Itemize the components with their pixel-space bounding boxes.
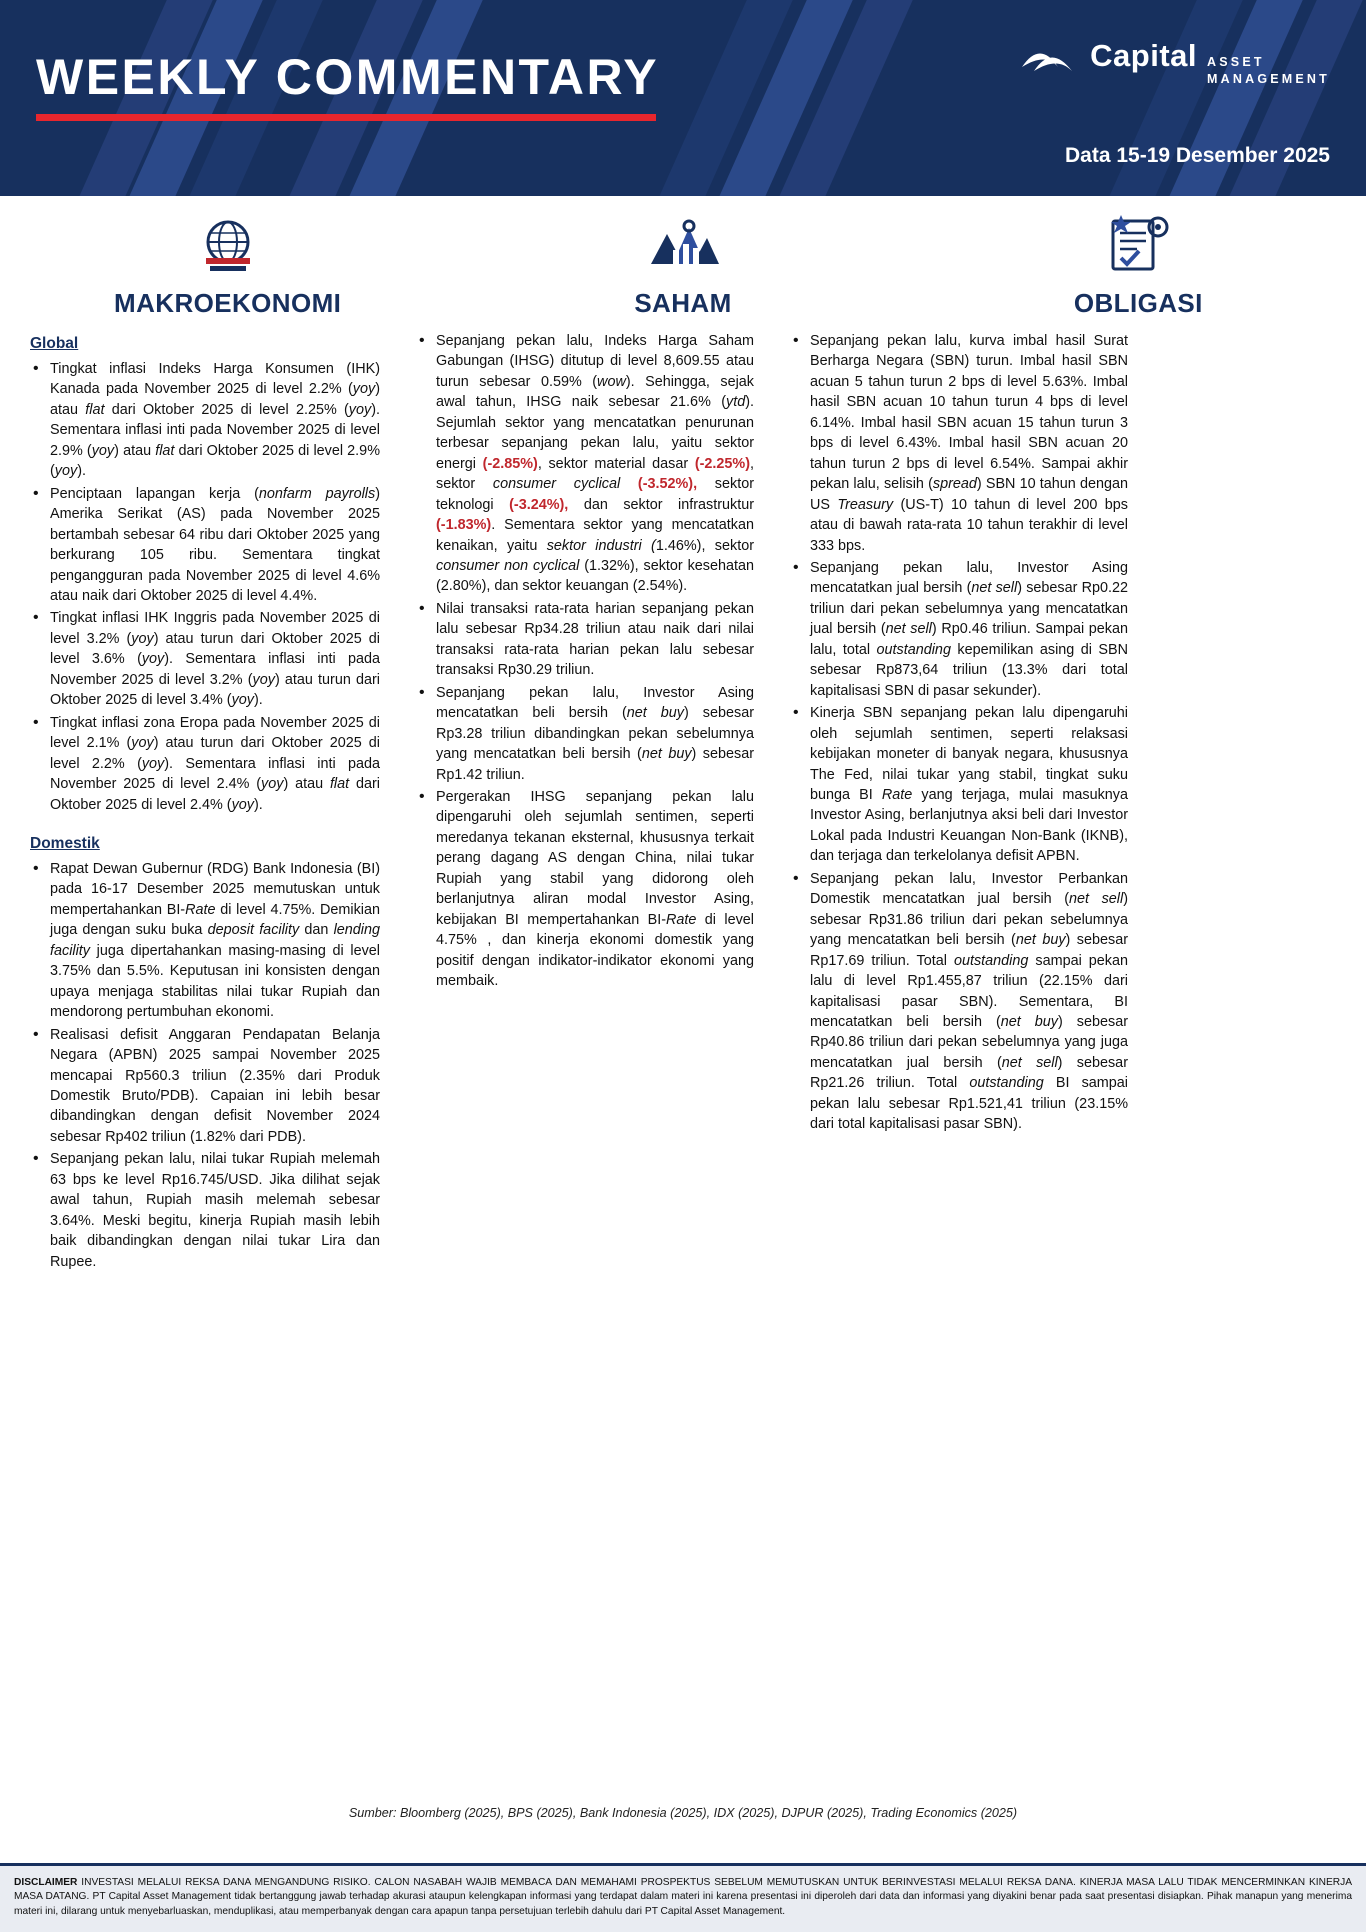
list-item: • Sepanjang pekan lalu, Indeks Harga Saham Gabungan (IHSG) ditutup di level 8,609.55 atau turun sebesar 0.59% (wow). Sehingga, sejak awal tahun, IHSG naik sebesar 21.6% (ytd). Sejumlah sektor yang mencatatkan penurunan terbesar sepanjang pekan lalu, yaitu sektor energi (-2.85%), sektor material dasar (-2.25%), sektor consumer cyclical (-3.52%), sektor teknologi (-3.24%), dan sektor infrastruktur (-1.83%). Sementara sektor yang mencatatkan kenaikan, yaitu sektor industri (1.46%), sektor consumer non cyclical (1.32%), sektor kesehatan (2.80%), dan sektor keuangan (2.54%).: [414, 331, 754, 597]
section-title: MAKROEKONOMI: [114, 288, 342, 318]
list-item: • Tingkat inflasi IHK Inggris pada November 2025 di level 3.2% (yoy) atau turun dari Oktober 2025 di level 3.6% (yoy). Sementara inflasi inti pada November 2025 di level 3.2% (yoy) atau turun dari Oktober 2025 di level 3.4% (yoy).: [28, 608, 380, 710]
globe-icon: [0, 210, 455, 282]
disclaimer-text: INVESTASI MELALUI REKSA DANA MENGANDUNG RISIKO. CALON NASABAH WAJIB MEMBACA DAN MEMAHAMI PROSPEKTUS SEBELUM MEMUTUSKAN UNTUK BERINVESTASI MELALUI REKSA DANA. KINERJA MASA LALU TIDAK MENCERMINKAN KINERJA MASA DATANG. PT Capital Asset Management tidak bertanggung jawab terhadap akurasi ataupun kelengkapan informasi yang terdapat dalam materi ini karena presentasi ini diperoleh dari data dan informasi yang diyakini benar pada saat presentasi disiapkan. Pihak manapun yang menerima materi ini, dilarang untuk menyebarluaskan, menduplikasi, atau memperbanyak dengan cara apapun tanpa persetujuan terlebih dahulu dari PT Capital Asset Management.: [14, 1876, 1352, 1918]
disclaimer-block: [0, 1863, 1366, 1932]
list-item: • Penciptaan lapangan kerja (nonfarm payrolls) Amerika Serikat (AS) pada November 2025 bertambah sebesar 64 ribu dari Oktober 2025 yang berkurang 105 ribu. Sementara tingkat pengangguran pada November 2025 di level 4.6% atau naik dari Oktober 2025 di level 4.4%.: [28, 484, 380, 607]
list-item: • Pergerakan IHSG sepanjang pekan lalu dipengaruhi oleh sejumlah sentimen, seperti meredanya tekanan eksternal, khususnya terkait perang dagang AS dengan China, nilai tukar Rupiah yang stabil yang didorong oleh berlanjutnya aliran modal Investor Asing, kebijakan BI mempertahankan BI-Rate di level 4.75% , dan kinerja ekonomi domestik yang positif dengan indikator-indikator ekonomi yang membaik.: [414, 787, 754, 992]
title-underline: [36, 114, 656, 121]
section-title: OBLIGASI: [1073, 288, 1203, 318]
section-header-saham: [455, 210, 910, 319]
subheading-global: Global: [30, 335, 79, 352]
brand-sub-asset: ASSET: [1207, 55, 1265, 69]
macro-global-list: [28, 359, 380, 815]
disclaimer-label: DISCLAIMER: [14, 1876, 78, 1888]
section-header-makroekonomi: [0, 210, 455, 319]
list-item: • Sepanjang pekan lalu, Investor Asing mencatatkan jual bersih (net sell) sebesar Rp0.22 triliun dari pekan sebelumnya yang mencatatkan jual bersih (net sell) Rp0.46 triliun. Sampai pekan lalu, total outstanding kepemilikan asing di SBN sebesar Rp873,64 triliun (13.3% dari total kapitalisasi SBN di pasar sekunder).: [788, 558, 1128, 701]
list-item: • Realisasi defisit Anggaran Pendapatan Belanja Negara (APBN) 2025 sampai November 2025 mencapai Rp560.3 triliun (2.35% dari Produk Domestik Bruto/PDB). Capaian ini lebih besar dibandingkan dengan defisit November 2024 sebesar Rp402 triliun (1.82% dari PDB).: [28, 1025, 380, 1148]
brand-name: Capital: [1090, 38, 1198, 73]
list-item: • Sepanjang pekan lalu, Investor Asing mencatatkan beli bersih (net buy) sebesar Rp3.28 triliun dibandingkan pekan sebelumnya yang mencatatkan beli bersih (net buy) sebesar Rp1.42 triliun.: [414, 683, 754, 785]
list-item: • Nilai transaksi rata-rata harian sepanjang pekan lalu sebesar Rp34.28 triliun atau naik dari nilai transaksi rata-rata harian pekan lalu sebesar transaksi Rp30.29 triliun.: [414, 599, 754, 681]
list-item: • Tingkat inflasi zona Eropa pada November 2025 di level 2.1% (yoy) atau turun dari Oktober 2025 di level 2.2% (yoy). Sementara inflasi inti pada November 2025 di level 2.4% (yoy) atau flat dari Oktober 2025 di level 2.4% (yoy).: [28, 713, 380, 815]
list-item: • Tingkat inflasi Indeks Harga Konsumen (IHK) Kanada pada November 2025 di level 2.2% (yoy) atau flat dari Oktober 2025 di level 2.25% (yoy). Sementara inflasi inti pada November 2025 di level 2.9% (yoy) atau flat dari Oktober 2025 di level 2.9% (yoy).: [28, 359, 380, 482]
content-columns: [0, 319, 1366, 1274]
document-check-icon: [911, 210, 1366, 282]
section-title: SAHAM: [634, 288, 732, 318]
section-header-obligasi: [911, 210, 1366, 319]
page-header: [0, 0, 1366, 196]
header-title-block: [36, 49, 660, 121]
brand-sub-management: MANAGEMENT: [1207, 71, 1330, 86]
macro-domestic-list: [28, 859, 380, 1272]
report-date: Data 15-19 Desember 2025: [1064, 144, 1330, 167]
saham-list: [414, 331, 754, 992]
list-item: • Sepanjang pekan lalu, nilai tukar Rupiah melemah 63 bps ke level Rp16.745/USD. Jika dilihat sejak awal tahun, Rupiah masih melemah sebesar 3.64%. Meski begitu, kinerja Rupiah masih lebih baik dibandingkan dengan nilai tukar Lira dan Rupee.: [28, 1149, 380, 1272]
list-item: • Kinerja SBN sepanjang pekan lalu dipengaruhi oleh sejumlah sentimen, seperti relaksasi kebijakan moneter di banyak negara, khususnya The Fed, nilai tukar yang stabil, tingkat suku bunga BI Rate yang terjaga, mulai masuknya Investor Asing, berlanjutnya aksi beli dari Investor Lokal pada Industri Keuangan Non-Bank (IKNB), dan terjaga dan terkelolanya defisit APBN.: [788, 703, 1128, 867]
list-item: • Sepanjang pekan lalu, kurva imbal hasil Surat Berharga Negara (SBN) turun. Imbal hasil SBN acuan 5 tahun turun 2 bps di level 5.63%. Imbal hasil SBN acuan 10 tahun turun 4 bps di level 6.14%. Imbal hasil SBN acuan 15 tahun turun 3 bps di level 6.43%. Imbal hasil SBN acuan 20 tahun turun 2 bps di level 6.54%. Sampai akhir pekan lalu, selisih (spread) SBN 10 tahun dengan US Treasury (US-T) 10 tahun di level 200 bps atau di bawah rata-rata 10 tahun terakhir di level 333 bps.: [788, 331, 1128, 556]
section-headers: [0, 210, 1366, 319]
mountain-chart-icon: [455, 210, 910, 282]
column-saham: [414, 331, 754, 994]
list-item: • Sepanjang pekan lalu, Investor Perbankan Domestik mencatatkan jual bersih (net sell) sebesar Rp31.86 triliun dari pekan sebelumnya yang mencatatkan beli bersih (net buy) sebesar Rp17.69 triliun. Total outstanding sampai pekan lalu di level Rp1.455,87 triliun (22.15% dari kapitalisasi pasar SBN). Sementara, BI mencatatkan beli bersih (net buy) sebesar Rp40.86 triliun dari pekan sebelumnya yang juga mencatatkan jual bersih (net sell) sebesar Rp21.26 triliun. Total outstanding BI sampai pekan lalu sebesar Rp1.521,41 triliun (23.15% dari total kapitalisasi pasar SBN).: [788, 869, 1128, 1135]
subheading-domestik: Domestik: [30, 834, 100, 852]
column-obligasi: [788, 331, 1128, 1137]
source-note: Sumber: Bloomberg (2025), BPS (2025), Bank Indonesia (2025), IDX (2025), DJPUR (2025), Trading Economics (2025): [348, 1806, 1018, 1820]
column-makroekonomi: [28, 331, 380, 1274]
waves-logo-icon: [1020, 43, 1080, 82]
brand-logo: [1020, 38, 1330, 88]
list-item: • Rapat Dewan Gubernur (RDG) Bank Indonesia (BI) pada 16-17 Desember 2025 memutuskan untuk mempertahankan BI-Rate di level 4.75%. Demikian juga dengan suku buka deposit facility dan lending facility juga dipertahankan masing-masing di level 3.75% dan 5.5%. Keputusan ini konsisten dengan upaya menjaga stabilitas nilai tukar Rupiah dan mendorong pertumbuhan ekonomi.: [28, 859, 380, 1023]
page-title: WEEKLY COMMENTARY: [36, 49, 660, 105]
obligasi-list: [788, 331, 1128, 1135]
